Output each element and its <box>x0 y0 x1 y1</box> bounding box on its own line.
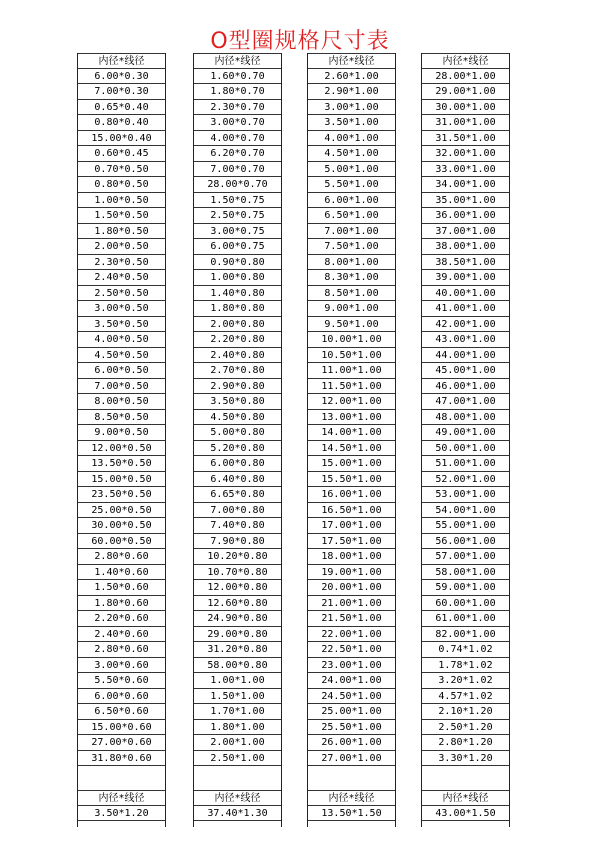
table-cell: 6.00*0.30 <box>78 69 165 85</box>
table-cell: 4.00*0.70 <box>194 131 281 147</box>
table-cell: 17.50*1.00 <box>308 534 395 550</box>
table-cell: 6.40*0.80 <box>194 472 281 488</box>
table-cell: 16.50*1.00 <box>308 503 395 519</box>
table-cell: 1.50*0.60 <box>78 580 165 596</box>
table-cell: 3.50*1.00 <box>308 115 395 131</box>
table-cell: 2.00*0.80 <box>194 317 281 333</box>
table-cell: 25.50*1.00 <box>308 720 395 736</box>
table-cell: 10.00*1.00 <box>308 332 395 348</box>
table-cell: 36.00*1.00 <box>422 208 509 224</box>
table-cell: 6.00*1.00 <box>308 193 395 209</box>
table-cell: 10.20*0.80 <box>194 549 281 565</box>
table-gap <box>78 766 165 790</box>
table-cell: 2.20*0.80 <box>194 332 281 348</box>
table-cell: 30.00*1.00 <box>422 100 509 116</box>
table-cell: 2.70*0.80 <box>194 363 281 379</box>
spec-column-3 <box>307 53 396 827</box>
table-cell: 5.00*1.00 <box>308 162 395 178</box>
table-gap <box>308 766 395 790</box>
table-cell: 8.50*0.50 <box>78 410 165 426</box>
table-cell: 0.70*0.50 <box>78 162 165 178</box>
table-cell: 15.50*1.00 <box>308 472 395 488</box>
table-cell: 7.00*0.70 <box>194 162 281 178</box>
table-cell: 1.00*0.50 <box>78 193 165 209</box>
table-cell: 1.80*1.00 <box>194 720 281 736</box>
table-cell: 11.50*1.00 <box>308 379 395 395</box>
table-cell: 4.50*1.00 <box>308 146 395 162</box>
table-cell: 25.00*1.00 <box>308 704 395 720</box>
table-cell: 31.50*1.00 <box>422 131 509 147</box>
table-cell: 37.40*1.30 <box>194 806 281 822</box>
table-cell: 1.50*1.00 <box>194 689 281 705</box>
table-cell: 58.00*0.80 <box>194 658 281 674</box>
table-cell: 45.00*1.00 <box>422 363 509 379</box>
table-cell: 47.00*1.00 <box>422 394 509 410</box>
table-cell: 9.00*0.50 <box>78 425 165 441</box>
table-cell: 15.00*0.60 <box>78 720 165 736</box>
table-cell: 33.00*1.00 <box>422 162 509 178</box>
table-gap <box>422 766 509 790</box>
table-cell: 14.50*1.00 <box>308 441 395 457</box>
table-cell: 16.00*1.00 <box>308 487 395 503</box>
table-cell: 59.00*1.00 <box>422 580 509 596</box>
table-cell: 24.00*1.00 <box>308 673 395 689</box>
table-cell: 14.00*1.00 <box>308 425 395 441</box>
table-cell: 6.00*0.50 <box>78 363 165 379</box>
table-cell: 53.00*1.00 <box>422 487 509 503</box>
table-cell: 2.90*0.80 <box>194 379 281 395</box>
table-cell: 43.00*1.00 <box>422 332 509 348</box>
table-cell: 3.50*1.20 <box>78 806 165 822</box>
table-cell: 55.00*1.00 <box>422 518 509 534</box>
table-cell: 27.00*0.60 <box>78 735 165 751</box>
table-cell: 3.30*1.20 <box>422 751 509 767</box>
table-cell: 6.00*0.60 <box>78 689 165 705</box>
table-cell: 9.50*1.00 <box>308 317 395 333</box>
table-cell: 25.00*0.50 <box>78 503 165 519</box>
spec-column-1 <box>77 53 166 827</box>
table-cell: 2.50*0.75 <box>194 208 281 224</box>
table-cell: 8.00*1.00 <box>308 255 395 271</box>
table-cell: 15.00*0.40 <box>78 131 165 147</box>
column-header: 内径*线径 <box>194 790 281 806</box>
table-cell: 21.00*1.00 <box>308 596 395 612</box>
table-cell: 13.50*0.50 <box>78 456 165 472</box>
table-cell: 49.00*1.00 <box>422 425 509 441</box>
column-header: 内径*线径 <box>78 790 165 806</box>
column-header: 内径*线径 <box>308 790 395 806</box>
table-cell: 41.00*1.00 <box>422 301 509 317</box>
table-cell: 29.00*1.00 <box>422 84 509 100</box>
table-cell: 2.00*1.00 <box>194 735 281 751</box>
table-cell: 22.50*1.00 <box>308 642 395 658</box>
table-cell: 11.00*1.00 <box>308 363 395 379</box>
table-cell: 57.00*1.00 <box>422 549 509 565</box>
table-cell: 2.30*0.50 <box>78 255 165 271</box>
table-cell: 29.00*0.80 <box>194 627 281 643</box>
table-cell: 4.57*1.02 <box>422 689 509 705</box>
table-cell: 34.00*1.00 <box>422 177 509 193</box>
table-cell: 60.00*0.50 <box>78 534 165 550</box>
table-cell: 1.50*0.50 <box>78 208 165 224</box>
table-cell: 9.00*1.00 <box>308 301 395 317</box>
table-cell: 50.00*1.00 <box>422 441 509 457</box>
table-cell: 2.50*1.20 <box>422 720 509 736</box>
table-cell: 0.80*0.40 <box>78 115 165 131</box>
table-cell: 2.90*1.00 <box>308 84 395 100</box>
table-cell: 2.60*1.00 <box>308 69 395 85</box>
table-cell: 30.00*0.50 <box>78 518 165 534</box>
table-cell: 51.00*1.00 <box>422 456 509 472</box>
table-cell: 0.74*1.02 <box>422 642 509 658</box>
table-cell: 2.40*0.80 <box>194 348 281 364</box>
table-cell: 2.00*0.50 <box>78 239 165 255</box>
table-cell: 10.50*1.00 <box>308 348 395 364</box>
spec-column-4 <box>421 53 510 827</box>
table-cell: 23.00*1.00 <box>308 658 395 674</box>
table-cell: 0.65*0.40 <box>78 100 165 116</box>
column-header: 内径*线径 <box>308 53 395 69</box>
table-cell: 5.50*0.60 <box>78 673 165 689</box>
table-cell: 6.50*0.60 <box>78 704 165 720</box>
table-cell: 46.00*1.00 <box>422 379 509 395</box>
table-cell: 1.80*0.50 <box>78 224 165 240</box>
table-cell: 27.00*1.00 <box>308 751 395 767</box>
table-cell: 4.00*1.00 <box>308 131 395 147</box>
table-cell: 28.00*0.70 <box>194 177 281 193</box>
table-cell: 48.00*1.00 <box>422 410 509 426</box>
table-cell: 56.00*1.00 <box>422 534 509 550</box>
table-cell: 12.00*1.00 <box>308 394 395 410</box>
table-cell: 2.40*0.60 <box>78 627 165 643</box>
table-cell: 2.50*0.50 <box>78 286 165 302</box>
table-cell: 1.80*0.60 <box>78 596 165 612</box>
table-cell: 1.80*0.80 <box>194 301 281 317</box>
table-cell: 0.60*0.45 <box>78 146 165 162</box>
table-cell: 2.10*1.20 <box>422 704 509 720</box>
table-cell: 8.30*1.00 <box>308 270 395 286</box>
table-cell: 1.80*0.70 <box>194 84 281 100</box>
table-cell: 1.50*0.75 <box>194 193 281 209</box>
page-title: O型圈规格尺寸表 <box>210 29 390 54</box>
table-cell: 15.00*0.50 <box>78 472 165 488</box>
table-cell: 42.00*1.00 <box>422 317 509 333</box>
table-cell: 15.00*1.00 <box>308 456 395 472</box>
column-header: 内径*线径 <box>78 53 165 69</box>
table-cell: 60.00*1.00 <box>422 596 509 612</box>
table-cell: 5.50*1.00 <box>308 177 395 193</box>
table-cell: 40.00*1.00 <box>422 286 509 302</box>
spec-column-2 <box>193 53 282 827</box>
table-cell: 4.50*0.50 <box>78 348 165 364</box>
table-cell: 21.50*1.00 <box>308 611 395 627</box>
table-cell: 10.70*0.80 <box>194 565 281 581</box>
table-cell: 8.00*0.50 <box>78 394 165 410</box>
table-cell: 2.50*1.00 <box>194 751 281 767</box>
table-cell: 24.50*1.00 <box>308 689 395 705</box>
table-cell: 1.00*0.80 <box>194 270 281 286</box>
table-cell: 12.60*0.80 <box>194 596 281 612</box>
table-cell: 23.50*0.50 <box>78 487 165 503</box>
table-cell: 1.40*0.60 <box>78 565 165 581</box>
table-cell: 2.40*0.50 <box>78 270 165 286</box>
table-cell: 58.00*1.00 <box>422 565 509 581</box>
table-cell: 4.00*0.50 <box>78 332 165 348</box>
table-cell: 2.20*0.60 <box>78 611 165 627</box>
table-cell: 1.70*1.00 <box>194 704 281 720</box>
table-cell: 3.50*0.50 <box>78 317 165 333</box>
table-cell: 6.00*0.80 <box>194 456 281 472</box>
table-cell: 3.00*1.00 <box>308 100 395 116</box>
table-gap <box>194 766 281 790</box>
table-cell: 13.50*1.50 <box>308 806 395 822</box>
table-cell: 6.20*0.70 <box>194 146 281 162</box>
table-cell: 20.00*1.00 <box>308 580 395 596</box>
table-cell: 17.00*1.00 <box>308 518 395 534</box>
table-cell: 43.00*1.50 <box>422 806 509 822</box>
table-cell: 12.00*0.80 <box>194 580 281 596</box>
table-cell: 37.00*1.00 <box>422 224 509 240</box>
table-cell: 1.78*1.02 <box>422 658 509 674</box>
table-cell: 24.90*0.80 <box>194 611 281 627</box>
table-cell: 4.50*0.80 <box>194 410 281 426</box>
table-cell: 8.50*1.00 <box>308 286 395 302</box>
table-cell: 2.80*0.60 <box>78 549 165 565</box>
table-cell: 3.00*0.50 <box>78 301 165 317</box>
table-cell: 19.00*1.00 <box>308 565 395 581</box>
table-cell: 39.00*1.00 <box>422 270 509 286</box>
table-cell: 1.40*0.80 <box>194 286 281 302</box>
table-cell: 35.00*1.00 <box>422 193 509 209</box>
table-cell: 26.00*1.00 <box>308 735 395 751</box>
table-cell: 3.00*0.70 <box>194 115 281 131</box>
table-cell: 28.00*1.00 <box>422 69 509 85</box>
table-cell: 7.00*1.00 <box>308 224 395 240</box>
table-cell: 52.00*1.00 <box>422 472 509 488</box>
table-cell: 82.00*1.00 <box>422 627 509 643</box>
table-cell: 22.00*1.00 <box>308 627 395 643</box>
table-cell: 7.00*0.30 <box>78 84 165 100</box>
table-cell: 7.00*0.80 <box>194 503 281 519</box>
table-cell: 1.00*1.00 <box>194 673 281 689</box>
table-cell: 32.00*1.00 <box>422 146 509 162</box>
table-cell: 6.65*0.80 <box>194 487 281 503</box>
table-cell: 3.00*0.60 <box>78 658 165 674</box>
table-cell: 0.90*0.80 <box>194 255 281 271</box>
table-cell: 5.00*0.80 <box>194 425 281 441</box>
table-cell: 54.00*1.00 <box>422 503 509 519</box>
table-cell: 38.00*1.00 <box>422 239 509 255</box>
table-cell: 61.00*1.00 <box>422 611 509 627</box>
table-cell: 6.00*0.75 <box>194 239 281 255</box>
table-cell: 7.40*0.80 <box>194 518 281 534</box>
column-header: 内径*线径 <box>194 53 281 69</box>
table-cell: 2.30*0.70 <box>194 100 281 116</box>
table-cell: 18.00*1.00 <box>308 549 395 565</box>
column-header: 内径*线径 <box>422 53 509 69</box>
table-cell: 3.20*1.02 <box>422 673 509 689</box>
table-cell: 13.00*1.00 <box>308 410 395 426</box>
table-cell: 5.20*0.80 <box>194 441 281 457</box>
table-cell: 2.80*0.60 <box>78 642 165 658</box>
table-cell: 31.80*0.60 <box>78 751 165 767</box>
table-cell: 31.00*1.00 <box>422 115 509 131</box>
table-cell: 31.20*0.80 <box>194 642 281 658</box>
table-cell: 1.60*0.70 <box>194 69 281 85</box>
table-cell: 2.80*1.20 <box>422 735 509 751</box>
table-cell: 44.00*1.00 <box>422 348 509 364</box>
table-cell: 6.50*1.00 <box>308 208 395 224</box>
table-cell: 3.00*0.75 <box>194 224 281 240</box>
table-cell: 7.90*0.80 <box>194 534 281 550</box>
table-cell: 12.00*0.50 <box>78 441 165 457</box>
table-cell: 7.00*0.50 <box>78 379 165 395</box>
table-cell: 7.50*1.00 <box>308 239 395 255</box>
column-header: 内径*线径 <box>422 790 509 806</box>
table-cell: 3.50*0.80 <box>194 394 281 410</box>
table-cell: 38.50*1.00 <box>422 255 509 271</box>
table-cell: 0.80*0.50 <box>78 177 165 193</box>
